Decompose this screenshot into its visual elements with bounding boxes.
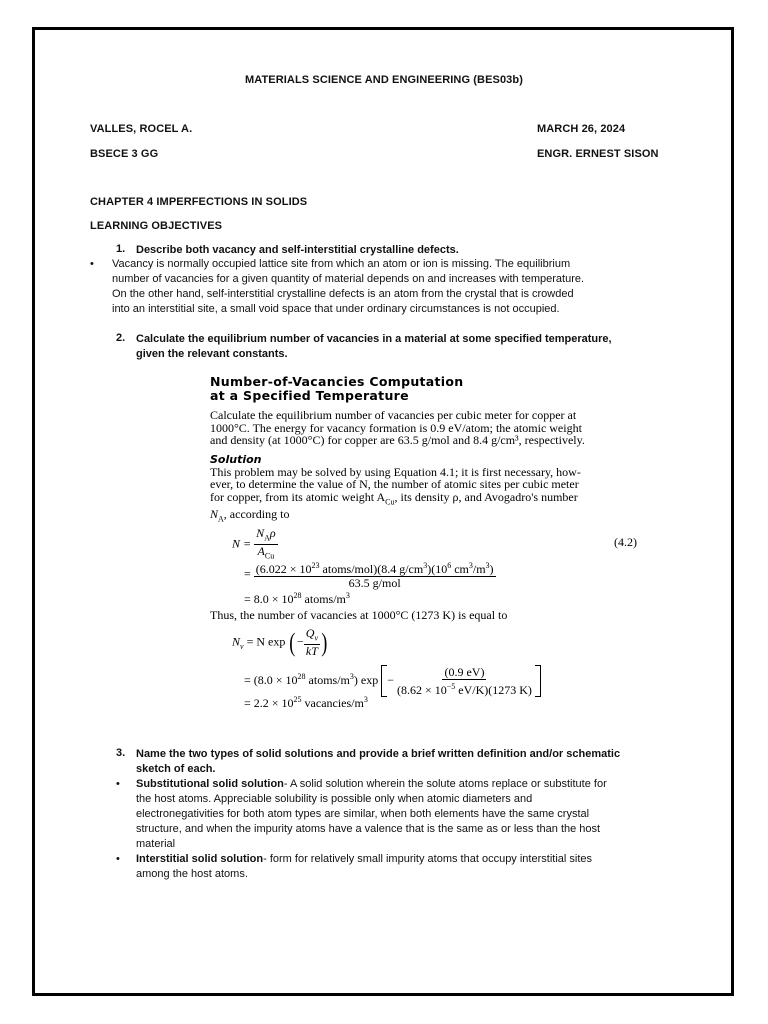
solution-line: This problem may be solved by using Equation 4.1; it is first necessary, how- [210, 464, 581, 479]
equation-result: = $8.0 \times 10^{28}$ atoms/$m^3$ [244, 591, 350, 606]
answer-3-interstitial [116, 852, 676, 882]
question-2-line: given the relevant constants. [136, 348, 288, 360]
equation-number: (4.2) [614, 535, 637, 549]
question-2-number: 2. [116, 332, 126, 344]
substitutional-term: Substitutional solid solution [136, 778, 284, 790]
question-3-line: sketch of each. [136, 763, 216, 775]
bullet-glyph: • [116, 778, 120, 790]
solution-line: $N_A$, according to [210, 507, 290, 524]
textbook-excerpt [210, 375, 650, 715]
answer-1-line: number of vacancies for a given quantity of material depends on and increases with temperature. [112, 273, 585, 285]
question-3 [116, 747, 620, 777]
question-1-text: Describe both vacancy and self-interstitial crystalline defects. [136, 244, 459, 256]
problem-line: and density (at 1000°C) for copper are 63.5 g/mol and 8.4 g/cm³, respectively. [210, 433, 585, 447]
thus-text: Thus, the number of vacancies at 1000°C (1273 K) is equal to [210, 608, 508, 622]
question-3-number: 3. [116, 747, 126, 759]
objectives-heading: LEARNING OBJECTIVES [90, 220, 223, 232]
answer-1-line: Vacancy is normally occupied lattice site from which an atom or ion is missing. The equilibrium [112, 258, 571, 270]
bullet-glyph: • [116, 853, 120, 865]
instructor-name: ENGR. ERNEST SISON [537, 148, 659, 160]
student-section: BSECE 3 GG [90, 148, 159, 160]
definition-line: the host atoms. Appreciable solubility is possible only when atomic diameters and [136, 793, 533, 805]
student-name: VALLES, ROCEL A. [90, 123, 193, 135]
bullet-glyph: • [90, 258, 94, 270]
definition-line: electronegativities for both atom types are similar, when both elements have the same crystal [136, 808, 590, 820]
document-title: MATERIALS SCIENCE AND ENGINEERING (BES03b) [244, 74, 523, 86]
equation-step: = $\frac{(6.022 \times 10^{23} atoms/mol)(8.4 g/cm^3)(10^6 cm^3/m^3)}{\text{63.5 g/mol}}$ [244, 561, 494, 590]
question-1 [116, 243, 459, 258]
vacancy-result: = $2.2 \times 10^{25}$ vacancies/$m^3$ [244, 695, 368, 710]
question-2 [116, 332, 612, 362]
solution-label: Solution [210, 452, 262, 466]
definition-line: material [136, 838, 176, 850]
answer-3-substitutional [116, 777, 676, 852]
question-1-number: 1. [116, 243, 126, 255]
chapter-title: CHAPTER 4 IMPERFECTIONS IN SOLIDS [90, 196, 308, 208]
question-2-line: Calculate the equilibrium number of vacancies in a material at some specified temperature, [136, 333, 612, 345]
excerpt-title: Number-of-Vacancies Computation [210, 374, 464, 389]
question-3-line: Name the two types of solid solutions and provide a brief written definition and/or schematic [136, 748, 621, 760]
definition-line: - form for relatively small impurity atoms that occupy interstitial sites [263, 853, 592, 865]
excerpt-problem [210, 409, 650, 447]
answer-1-line: On the other hand, self-interstitial crystalline defects is an atom from the crystal that is crowded [112, 288, 574, 300]
definition-line: - A solid solution wherein the solute atoms replace or substitute for [283, 778, 607, 790]
document-date: MARCH 26, 2024 [537, 123, 626, 135]
definition-line: structure, and when the impurity atoms have a valence that is the same as or less than the host [136, 823, 601, 835]
vacancy-substitution: = ($8.0 \times 10^{28}$ atoms/$m^3$) exp − $\frac{(0.9 eV)}{(8.62 \times 10^{-5} eV/K)(1273 K)}$ [244, 665, 541, 697]
equation-4-2: N = $\frac{N_A\rho}{A_{Cu}}$ (4.2) [232, 526, 637, 561]
vacancy-equation: $N_v = N$ exp (− $\frac{Q_v}{kT}$ ) [232, 626, 328, 659]
excerpt-subtitle: at a Specified Temperature [210, 388, 409, 403]
solution-text [210, 466, 650, 527]
n-fraction: $\frac{N_A\rho}{A_{Cu}}$ [256, 526, 276, 561]
solution-line: ever, to determine the value of N, the number of atomic sites per cubic meter [210, 477, 579, 491]
interstitial-term: Interstitial solid solution [136, 853, 264, 865]
problem-line: Calculate the equilibrium number of vacancies per cubic meter for copper at [210, 408, 577, 422]
answer-1-line: into an interstitial site, a small void space that under ordinary circumstances is not occupied. [112, 303, 560, 315]
problem-line: 1000°C. The energy for vacancy formation is 0.9 eV/atom; the atomic weight [210, 420, 582, 435]
answer-1 [90, 257, 584, 317]
solution-line: for copper, from its atomic weight $A_{Cu}$, its density ρ, and Avogadro's number [210, 489, 578, 506]
definition-line: among the host atoms. [136, 868, 248, 880]
